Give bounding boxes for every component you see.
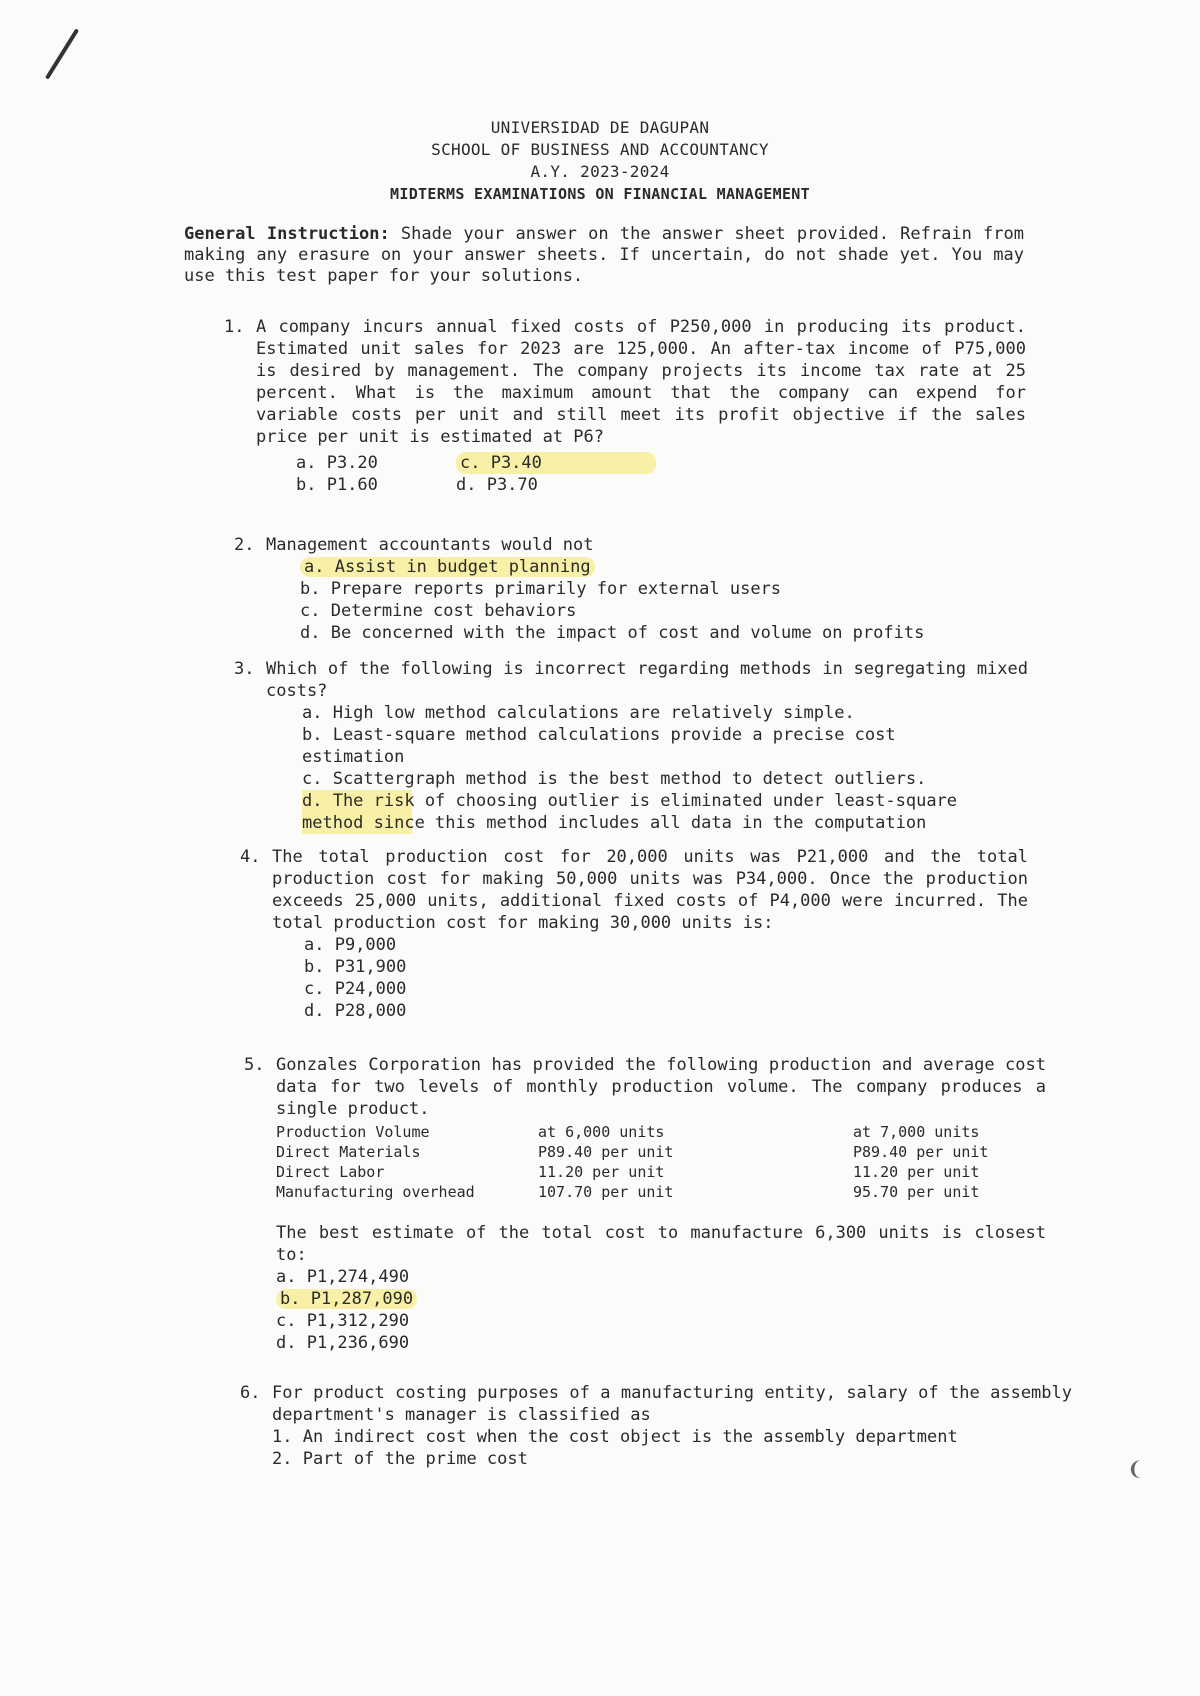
option-b-highlighted: b. P1,287,090 xyxy=(276,1288,1046,1310)
table-cell: Direct Materials xyxy=(276,1143,421,1161)
question-number: 6. xyxy=(240,1383,261,1403)
instruction-text: Shade your answer on the answer sheet provided. Refrain from making any erasure on your answer sheets. If uncertain, do not shade yet. You may use this test paper for your solutions. xyxy=(184,224,1025,286)
option-c-highlighted: c. P3.40 xyxy=(456,452,656,474)
option-a: a. Assist in budget planning xyxy=(300,556,1026,578)
options xyxy=(272,1426,1072,1470)
option-a: a. P1,274,490 xyxy=(276,1267,410,1287)
question-stem: A company incurs annual fixed costs of P250,000 in producing its product. Estimated unit sales for 2023 are 125,000. An after-tax income of P75,000 is desired by management. The company projects its income tax rate at 25 percent. What is the maximum amount that the company can expend for variable costs per unit and still meet its profit objective if the sales price per unit is estimated at P6? xyxy=(256,317,1026,447)
options xyxy=(296,452,1026,496)
option-b: b. Least-square method calculations provide a precise cost estimation xyxy=(302,725,896,767)
options xyxy=(300,556,1026,644)
option-b: b. P1.60 xyxy=(296,475,378,495)
option-b: b. P31,900 xyxy=(304,957,407,977)
academic-year: A.Y. 2023-2024 xyxy=(530,162,670,181)
options xyxy=(276,1266,1046,1354)
question-stem: The total production cost for 20,000 units was P21,000 and the total production cost for making 50,000 units was P34,000. Once the production exceeds 25,000 units, additional fixed costs of P4,000 were incurred. The total production cost for making 30,000 units is: xyxy=(272,847,1028,933)
question-5 xyxy=(244,1054,1046,1354)
table-cell: at 6,000 units xyxy=(538,1123,665,1141)
question-1 xyxy=(224,316,1026,496)
option-d: d. P1,236,690 xyxy=(276,1333,410,1353)
pen-squiggle-icon: ❨ xyxy=(1128,1455,1143,1483)
statement-1: 1. An indirect cost when the cost object is the assembly department xyxy=(272,1427,958,1447)
question-stem: Management accountants would not xyxy=(266,535,594,555)
option-b: b. Prepare reports primarily for external users xyxy=(300,579,782,599)
question-3 xyxy=(234,658,1028,834)
school-name: UNIVERSIDAD DE DAGUPAN xyxy=(490,118,710,137)
table-cell: 11.20 per unit xyxy=(853,1163,980,1181)
table-cell: 95.70 per unit xyxy=(853,1183,980,1201)
question-number: 5. xyxy=(244,1055,265,1075)
option-a: a. P3.20 xyxy=(296,453,378,473)
exam-title: MIDTERMS EXAMINATIONS ON FINANCIAL MANAGEMENT xyxy=(390,185,810,203)
table-cell: Manufacturing overhead xyxy=(276,1183,475,1201)
pen-mark xyxy=(45,28,79,79)
question-stem: Which of the following is incorrect regarding methods in segregating mixed costs? xyxy=(266,659,1028,701)
options xyxy=(304,934,1028,1022)
question-stem: Gonzales Corporation has provided the following production and average cost data for two levels of monthly production volume. The company produces a single product. xyxy=(276,1055,1046,1119)
cost-data-table xyxy=(276,1122,1046,1202)
table-cell: P89.40 per unit xyxy=(538,1143,674,1161)
question-number: 3. xyxy=(234,659,255,679)
table-cell: P89.40 per unit xyxy=(853,1143,989,1161)
option-c: c. Scattergraph method is the best method to detect outliers. xyxy=(302,769,927,789)
option-c: c. P1,312,290 xyxy=(276,1311,410,1331)
option-d: d. Be concerned with the impact of cost and volume on profits xyxy=(300,623,925,643)
table-cell: 107.70 per unit xyxy=(538,1183,674,1201)
question-stem: For product costing purposes of a manufacturing entity, salary of the assembly department's manager is classified as xyxy=(272,1383,1072,1425)
option-d: d. P3.70 xyxy=(456,475,538,495)
option-d-highlighted: d. The risk of choosing outlier is eliminated under least-square method since this method includes all data in the computation xyxy=(302,790,1002,834)
question-2 xyxy=(234,534,1026,644)
option-c: c. P24,000 xyxy=(304,979,407,999)
option-a: a. High low method calculations are relatively simple. xyxy=(302,703,855,723)
options xyxy=(302,702,1002,834)
general-instruction xyxy=(184,224,1024,287)
department-name: SCHOOL OF BUSINESS AND ACCOUNTANCY xyxy=(431,140,769,159)
option-a: a. P9,000 xyxy=(304,935,397,955)
question-6 xyxy=(240,1382,1072,1470)
question-stem-2: The best estimate of the total cost to manufacture 6,300 units is closest to: xyxy=(276,1223,1046,1265)
table-cell: at 7,000 units xyxy=(853,1123,980,1141)
table-cell: Production Volume xyxy=(276,1123,430,1141)
table-cell: Direct Labor xyxy=(276,1163,385,1181)
question-number: 2. xyxy=(234,535,255,555)
question-number: 1. xyxy=(224,317,245,337)
option-d: d. P28,000 xyxy=(304,1001,407,1021)
question-4 xyxy=(240,846,1028,1022)
question-number: 4. xyxy=(240,847,261,867)
instruction-label: General Instruction: xyxy=(184,224,390,244)
table-cell: 11.20 per unit xyxy=(538,1163,665,1181)
statement-2: 2. Part of the prime cost xyxy=(272,1449,528,1469)
option-c: c. Determine cost behaviors xyxy=(300,601,577,621)
